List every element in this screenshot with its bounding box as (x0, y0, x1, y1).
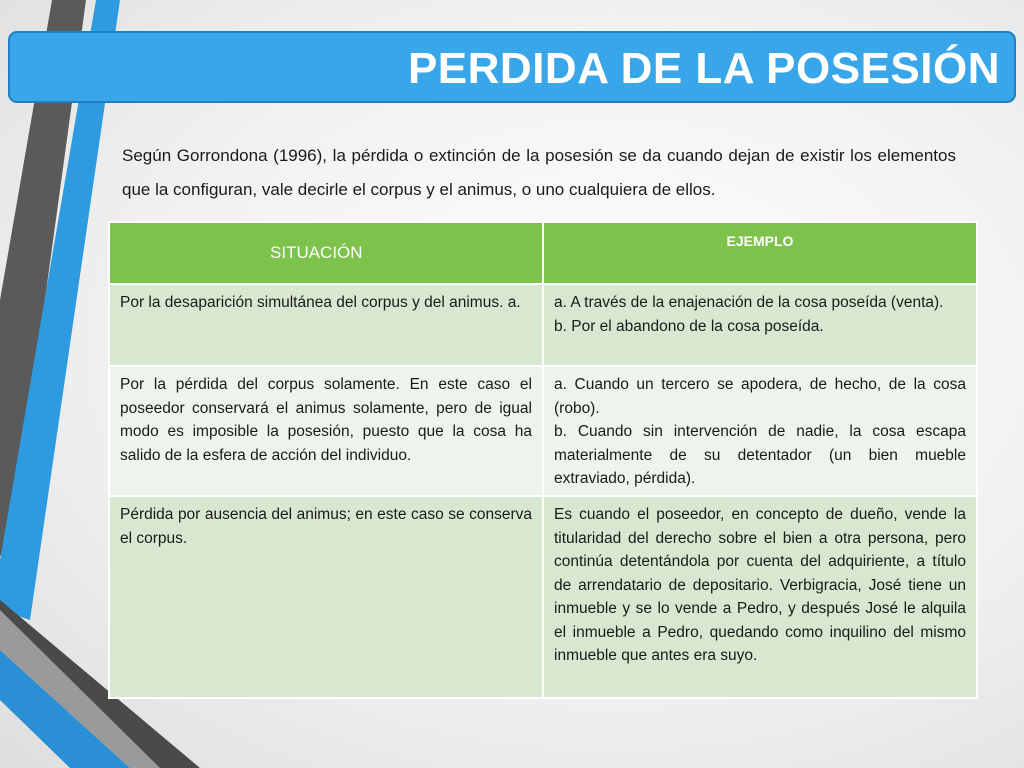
header-situacion: SITUACIÓN (110, 223, 542, 283)
cell-situacion: Pérdida por ausencia del animus; en este caso se conserva el corpus. (110, 497, 542, 697)
title-banner (8, 31, 1016, 103)
header-ejemplo: EJEMPLO (544, 223, 976, 283)
possession-loss-table (108, 221, 978, 699)
table-header-row (110, 223, 976, 283)
cell-ejemplo: Es cuando el poseedor, en concepto de dueño, vende la titularidad del derecho sobre el bien a otra persona, pero continúa detentándola por cuenta del adquiriente, a título de arrendatario de depositario. Verbigracia, José tiene un inmueble y se lo vende a Pedro, y después José le alquila el inmueble a Pedro, quedando como inquilino del mismo inmueble que antes era suyo. (544, 497, 976, 697)
cell-situacion: Por la desaparición simultánea del corpus y del animus. a. (110, 285, 542, 365)
intro-paragraph: Según Gorrondona (1996), la pérdida o extinción de la posesión se da cuando dejan de existir los elementos que la configuran, vale decirle el corpus y el animus, o uno cualquiera de ellos. (122, 146, 956, 199)
cell-ejemplo: a. Cuando un tercero se apodera, de hecho, de la cosa (robo). b. Cuando sin intervención de nadie, la cosa escapa materialmente de su detentador (un bien mueble extraviado, pérdida). (544, 367, 976, 495)
cell-situacion: Por la pérdida del corpus solamente. En este caso el poseedor conservará el animus solamente, pero de igual modo es imposible la posesión, puesto que la cosa ha salido de la esfera de acción del individuo. (110, 367, 542, 495)
page-title: PERDIDA DE LA POSESIÓN (407, 44, 1000, 93)
table-row (110, 285, 976, 365)
table-row (110, 367, 976, 495)
cell-ejemplo: a. A través de la enajenación de la cosa poseída (venta). b. Por el abandono de la cosa poseída. (544, 285, 976, 365)
table-row (110, 497, 976, 697)
